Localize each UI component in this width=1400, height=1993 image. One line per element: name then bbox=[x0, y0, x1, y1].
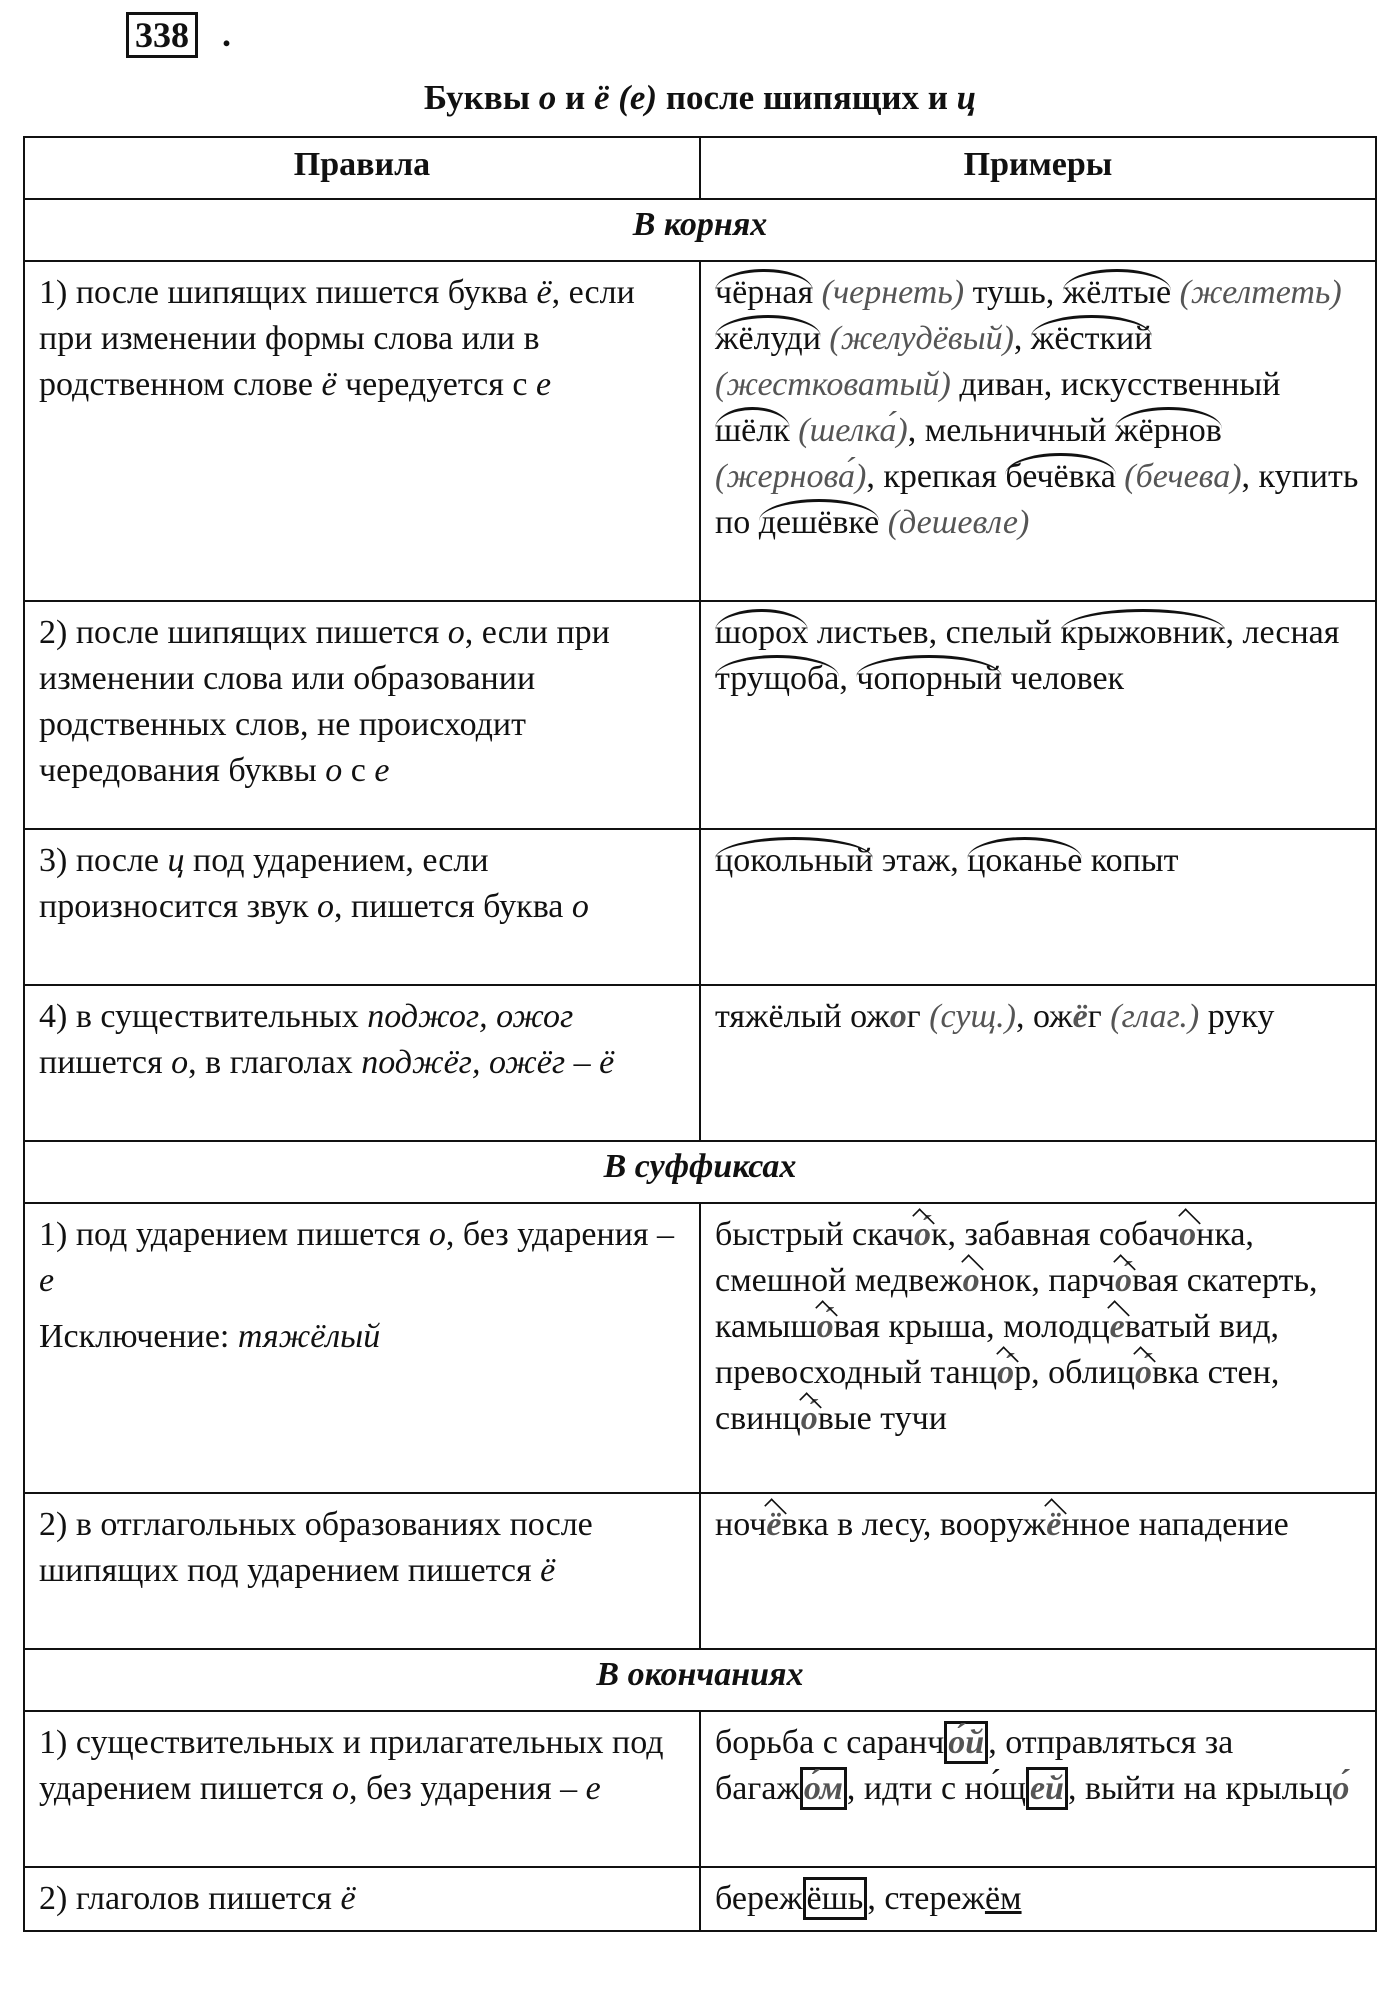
table-row bbox=[24, 985, 1376, 1141]
rule-cell: 3) после ц под ударением, если произносится звук о, пишется буква о bbox=[24, 829, 700, 985]
example-cell: береж ёшь , стережём bbox=[700, 1867, 1376, 1931]
table-row bbox=[24, 829, 1376, 985]
example-cell: цокольный этаж, цоканье копыт bbox=[700, 829, 1376, 985]
table-row bbox=[24, 601, 1376, 829]
header-examples: Примеры bbox=[700, 137, 1376, 199]
rule-cell: 1) существительных и прилагательных под ударением пишется о, без ударения – е bbox=[24, 1711, 700, 1867]
exercise-number-dot: . bbox=[222, 14, 231, 54]
exception-word: тяжёлый bbox=[237, 1318, 381, 1355]
page-title: Буквы о и ё (е) после шипящих и ц bbox=[423, 78, 977, 117]
table-row bbox=[24, 1203, 1376, 1493]
section-roots-row bbox=[24, 199, 1376, 261]
table-row bbox=[24, 261, 1376, 601]
example-cell: быстрый скачо́к, забавная собачонка, смешной медвежонок, парчо́вая скатерть, камышо́вая крыша, молодцеватый вид, превосходный танцо́р, облицо́вка стен, свинцо́вые тучи bbox=[700, 1203, 1376, 1493]
header-row bbox=[24, 137, 1376, 199]
section-endings: В окончаниях bbox=[24, 1649, 1376, 1711]
section-endings-row bbox=[24, 1649, 1376, 1711]
example-cell: тяжёлый ожог (сущ.), ожёг (глаг.) руку bbox=[700, 985, 1376, 1141]
example-cell: борьба с саранч о́й , отправляться за багаж о́м , идти с но́щ ей , выйти на крыльцо́ bbox=[700, 1711, 1376, 1867]
example-cell: чёрная (чернеть) тушь, жёлтые (желтеть) жёлуди (желудёвый), жёсткий (жестковатый) диван, искусственный шёлк (шелка́), мельничный жёрнов (жернова́), крепкая бечёвка (бечева), купить по дешёвке (дешевле) bbox=[700, 261, 1376, 601]
table-row bbox=[24, 1493, 1376, 1649]
table-row bbox=[24, 1711, 1376, 1867]
example-cell: шорох листьев, спелый крыжовник, лесная трущоба, чопорный человек bbox=[700, 601, 1376, 829]
table-row bbox=[24, 1867, 1376, 1931]
rule-cell: 2) глаголов пишется ё bbox=[24, 1867, 700, 1931]
section-roots: В корнях bbox=[24, 199, 1376, 261]
header-rules: Правила bbox=[24, 137, 700, 199]
rules-table bbox=[23, 136, 1377, 1932]
rule-cell: 1) после шипящих пишется буква ё, если при изменении формы слова или в родственном слове ё чередуется с е bbox=[24, 261, 700, 601]
section-suffixes: В суффиксах bbox=[24, 1141, 1376, 1203]
rule-cell: 1) под ударением пишется о, без ударения – е Исключение: тяжёлый bbox=[24, 1203, 700, 1493]
section-suffixes-row bbox=[24, 1141, 1376, 1203]
exercise-number: 338 bbox=[126, 12, 198, 58]
rule-cell: 2) в отглагольных образованиях после шипящих под ударением пишется ё bbox=[24, 1493, 700, 1649]
example-cell: ночёвка в лесу, вооружённое нападение bbox=[700, 1493, 1376, 1649]
rule-cell: 4) в существительных поджог, ожог пишется о, в глаголах поджёг, ожёг – ё bbox=[24, 985, 700, 1141]
rule-cell: 2) после шипящих пишется о, если при изменении слова или образовании родственных слов, не происходит чередования буквы о с е bbox=[24, 601, 700, 829]
